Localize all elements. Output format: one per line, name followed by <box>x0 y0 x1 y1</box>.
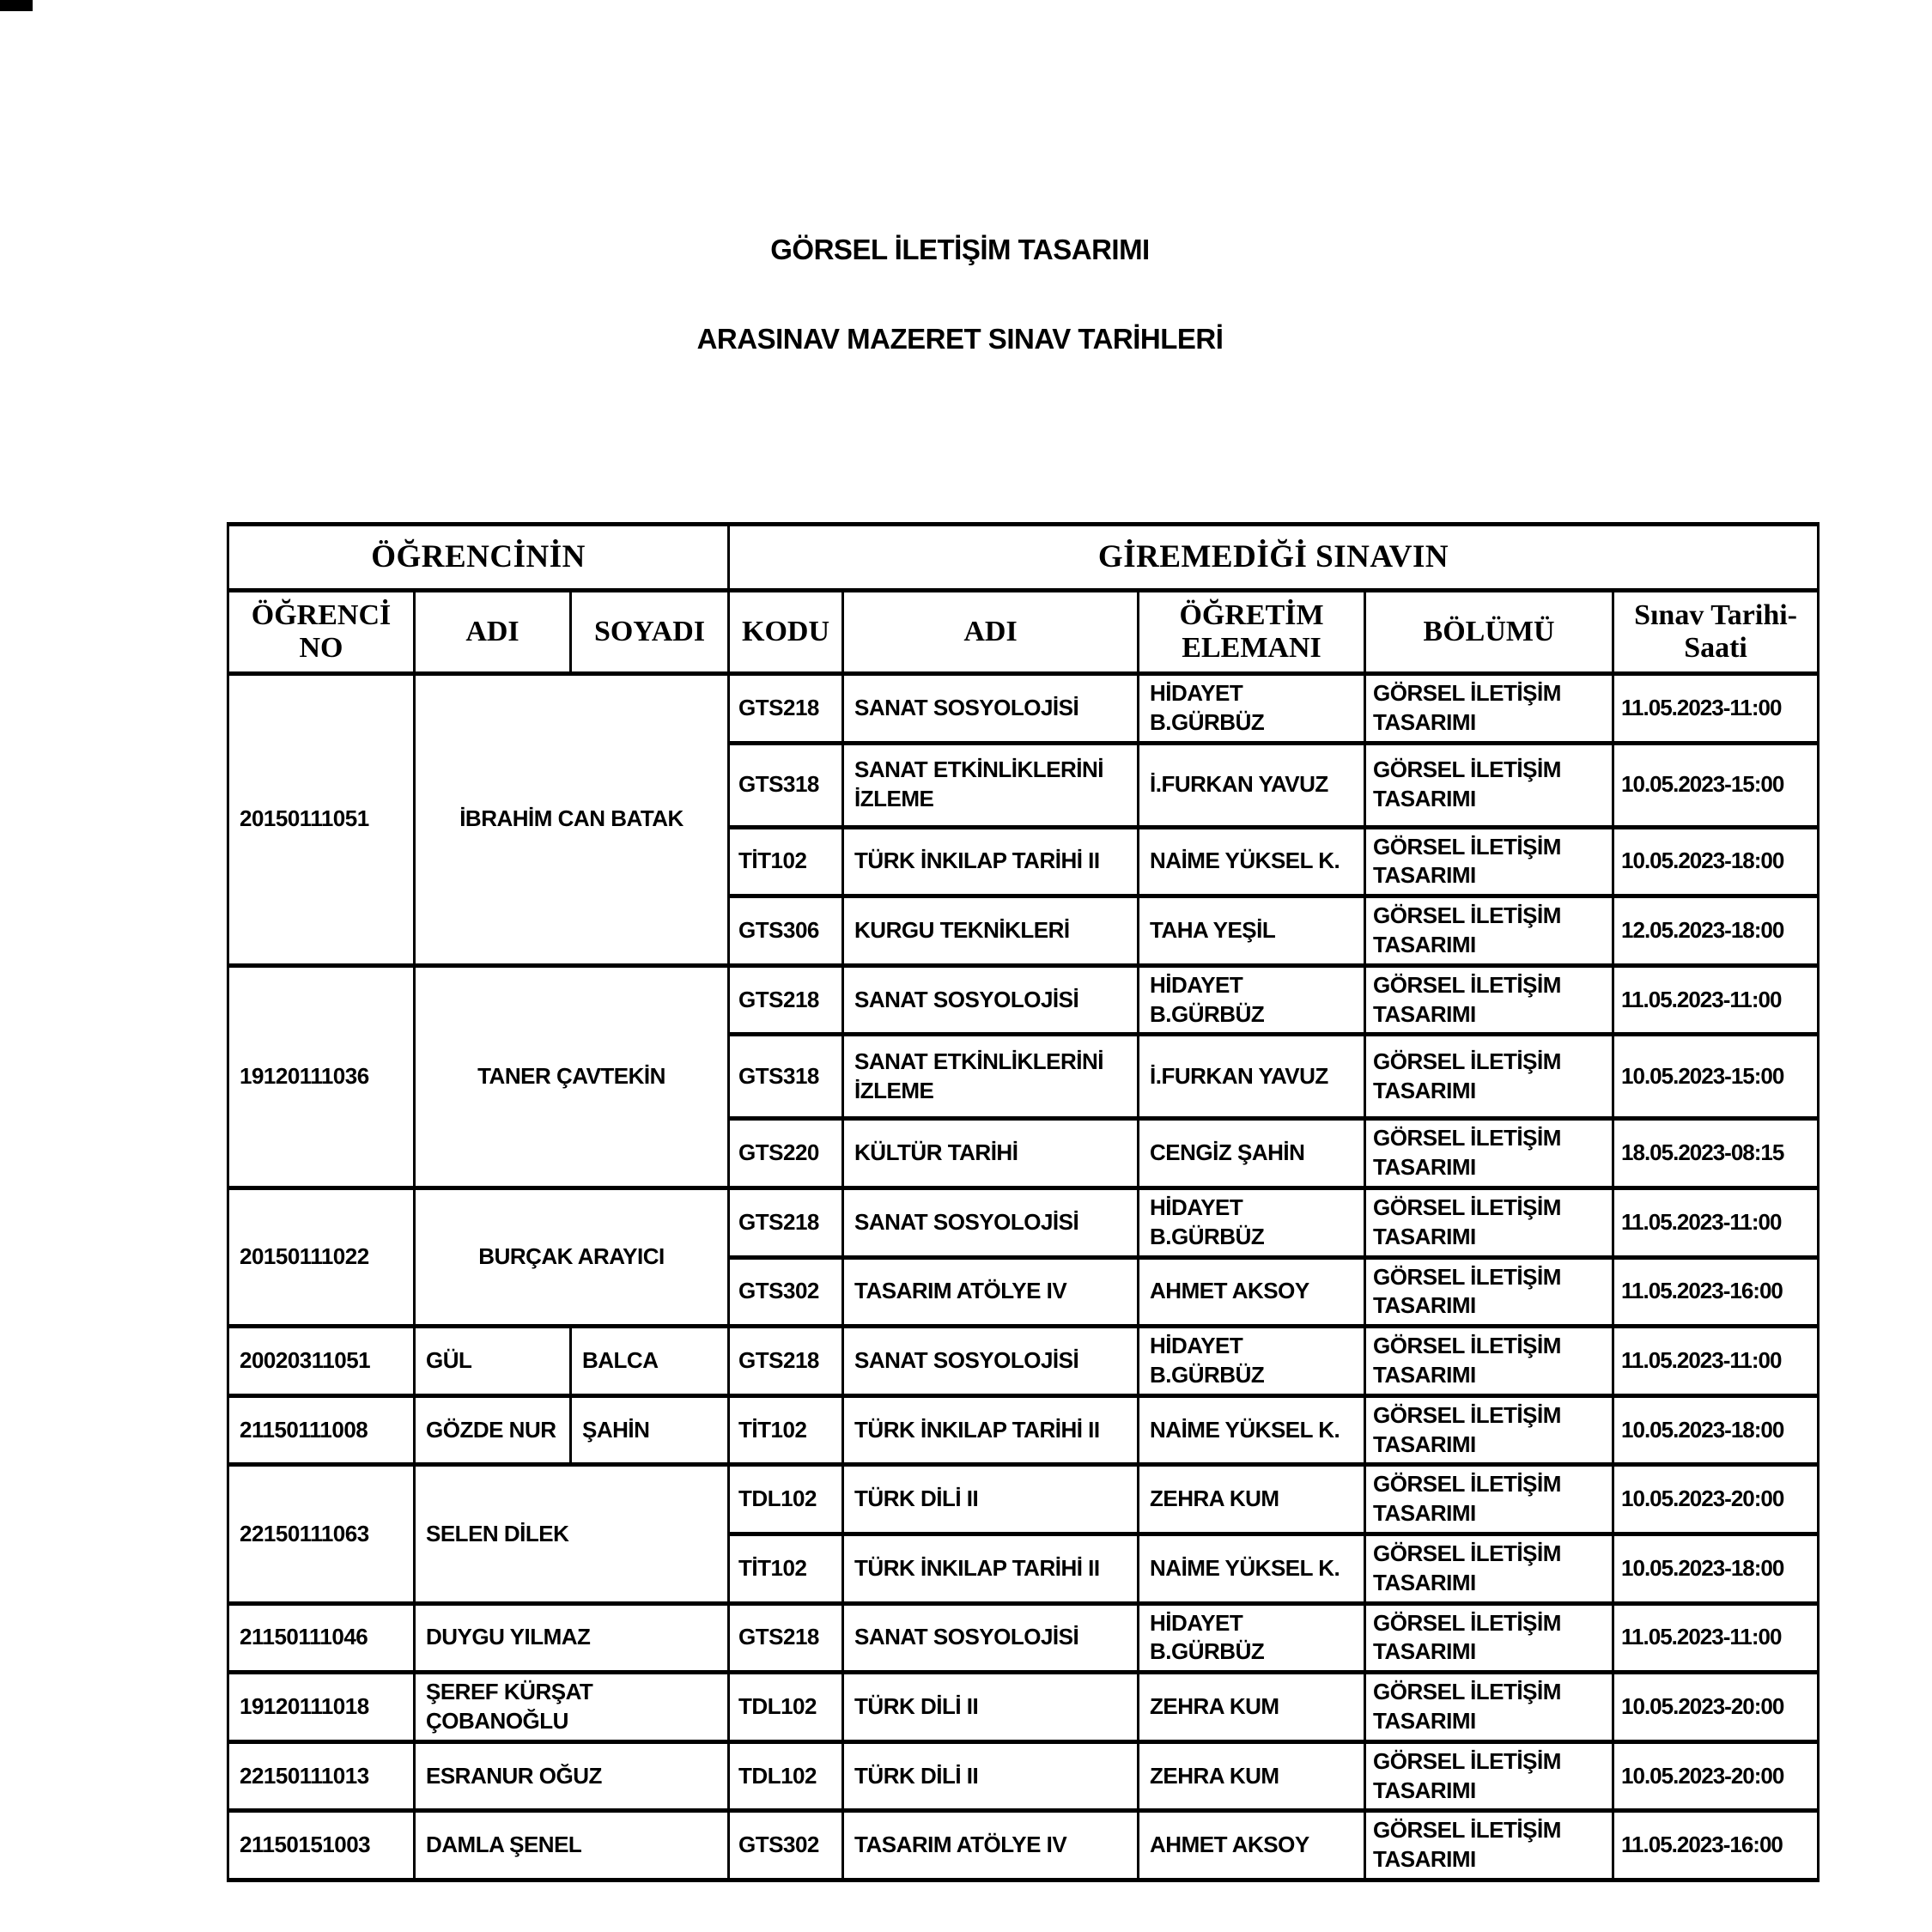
exam-name-cell: TÜRK İNKILAP TARİHİ II <box>843 1395 1139 1465</box>
student-firstname-cell: GÜL <box>415 1327 571 1396</box>
exam-code-cell: GTS218 <box>729 1188 843 1257</box>
student-surname-cell: BALCA <box>571 1327 729 1396</box>
col-header-first-name: ADI <box>415 591 571 674</box>
exam-row <box>228 1603 1819 1673</box>
exam-row <box>228 1327 1819 1396</box>
col-header-department: BÖLÜMÜ <box>1365 591 1613 674</box>
exam-name-cell: SANAT ETKİNLİKLERİNİ İZLEME <box>843 1035 1139 1119</box>
exam-code-cell: TİT102 <box>729 1395 843 1465</box>
exam-datetime-cell: 11.05.2023-11:00 <box>1613 674 1819 744</box>
exam-code-cell: TİT102 <box>729 1534 843 1603</box>
exam-code-cell: TDL102 <box>729 1741 843 1811</box>
scan-artifact <box>0 0 33 11</box>
department-cell: GÖRSEL İLETİŞİM TASARIMI <box>1365 1257 1613 1327</box>
student-firstname-cell: GÖZDE NUR <box>415 1395 571 1465</box>
exam-row <box>228 1188 1819 1257</box>
department-cell: GÖRSEL İLETİŞİM TASARIMI <box>1365 1035 1613 1119</box>
exam-row <box>228 1811 1819 1880</box>
student-no-cell: 21150111046 <box>228 1603 415 1673</box>
student-name-cell: DUYGU YILMAZ <box>415 1603 729 1673</box>
exam-code-cell: GTS218 <box>729 1327 843 1396</box>
department-cell: GÖRSEL İLETİŞİM TASARIMI <box>1365 1119 1613 1188</box>
exam-datetime-cell: 10.05.2023-18:00 <box>1613 1395 1819 1465</box>
instructor-cell: ZEHRA KUM <box>1139 1465 1365 1534</box>
exam-row <box>228 1741 1819 1811</box>
col-header-exam-datetime: Sınav Tarihi-Saati <box>1613 591 1819 674</box>
student-name-cell: SELEN DİLEK <box>415 1465 729 1603</box>
table-header <box>228 525 1819 674</box>
column-header-row <box>228 591 1819 674</box>
exam-datetime-cell: 11.05.2023-11:00 <box>1613 965 1819 1035</box>
department-cell: GÖRSEL İLETİŞİM TASARIMI <box>1365 896 1613 966</box>
exam-datetime-cell: 10.05.2023-18:00 <box>1613 827 1819 896</box>
exam-datetime-cell: 11.05.2023-16:00 <box>1613 1257 1819 1327</box>
exam-datetime-cell: 10.05.2023-18:00 <box>1613 1534 1819 1603</box>
exam-name-cell: TÜRK DİLİ II <box>843 1465 1139 1534</box>
student-name-cell: İBRAHİM CAN BATAK <box>415 674 729 966</box>
exam-name-cell: SANAT SOSYOLOJİSİ <box>843 674 1139 744</box>
section-header-student: ÖĞRENCİNİN <box>228 525 729 591</box>
instructor-cell: NAİME YÜKSEL K. <box>1139 827 1365 896</box>
department-cell: GÖRSEL İLETİŞİM TASARIMI <box>1365 1741 1613 1811</box>
student-name-cell: ŞEREF KÜRŞAT ÇOBANOĞLU <box>415 1673 729 1742</box>
exam-name-cell: TASARIM ATÖLYE IV <box>843 1257 1139 1327</box>
department-cell: GÖRSEL İLETİŞİM TASARIMI <box>1365 965 1613 1035</box>
instructor-cell: HİDAYET B.GÜRBÜZ <box>1139 965 1365 1035</box>
student-no-cell: 21150111008 <box>228 1395 415 1465</box>
instructor-cell: TAHA YEŞİL <box>1139 896 1365 966</box>
exam-row <box>228 674 1819 744</box>
department-cell: GÖRSEL İLETİŞİM TASARIMI <box>1365 1534 1613 1603</box>
exam-datetime-cell: 11.05.2023-11:00 <box>1613 1188 1819 1257</box>
exam-name-cell: TÜRK İNKILAP TARİHİ II <box>843 1534 1139 1603</box>
exam-code-cell: TİT102 <box>729 827 843 896</box>
col-header-exam-name: ADI <box>843 591 1139 674</box>
exam-code-cell: GTS218 <box>729 674 843 744</box>
exam-name-cell: SANAT SOSYOLOJİSİ <box>843 1603 1139 1673</box>
instructor-cell: İ.FURKAN YAVUZ <box>1139 743 1365 827</box>
student-no-cell: 19120111036 <box>228 965 415 1188</box>
exam-code-cell: TDL102 <box>729 1673 843 1742</box>
instructor-cell: AHMET AKSOY <box>1139 1811 1365 1880</box>
col-header-code: KODU <box>729 591 843 674</box>
instructor-cell: ZEHRA KUM <box>1139 1673 1365 1742</box>
exam-row <box>228 1395 1819 1465</box>
instructor-cell: HİDAYET B.GÜRBÜZ <box>1139 1327 1365 1396</box>
exam-code-cell: GTS218 <box>729 965 843 1035</box>
instructor-cell: CENGİZ ŞAHİN <box>1139 1119 1365 1188</box>
student-no-cell: 20020311051 <box>228 1327 415 1396</box>
department-cell: GÖRSEL İLETİŞİM TASARIMI <box>1365 1673 1613 1742</box>
exam-datetime-cell: 10.05.2023-15:00 <box>1613 1035 1819 1119</box>
exam-name-cell: SANAT SOSYOLOJİSİ <box>843 1327 1139 1396</box>
exam-code-cell: GTS220 <box>729 1119 843 1188</box>
exam-code-cell: GTS318 <box>729 1035 843 1119</box>
student-name-cell: TANER ÇAVTEKİN <box>415 965 729 1188</box>
exam-name-cell: SANAT SOSYOLOJİSİ <box>843 1188 1139 1257</box>
exam-name-cell: TASARIM ATÖLYE IV <box>843 1811 1139 1880</box>
exam-datetime-cell: 10.05.2023-20:00 <box>1613 1741 1819 1811</box>
exam-name-cell: TÜRK DİLİ II <box>843 1673 1139 1742</box>
department-cell: GÖRSEL İLETİŞİM TASARIMI <box>1365 743 1613 827</box>
page-title: GÖRSEL İLETİŞİM TASARIMI <box>770 234 1150 265</box>
exam-table-body <box>228 674 1819 1880</box>
student-no-cell: 19120111018 <box>228 1673 415 1742</box>
instructor-cell: HİDAYET B.GÜRBÜZ <box>1139 1603 1365 1673</box>
exam-datetime-cell: 11.05.2023-11:00 <box>1613 1603 1819 1673</box>
department-cell: GÖRSEL İLETİŞİM TASARIMI <box>1365 1327 1613 1396</box>
instructor-cell: HİDAYET B.GÜRBÜZ <box>1139 1188 1365 1257</box>
exam-name-cell: TÜRK DİLİ II <box>843 1741 1139 1811</box>
exam-name-cell: KURGU TEKNİKLERİ <box>843 896 1139 966</box>
student-no-cell: 21150151003 <box>228 1811 415 1880</box>
exam-code-cell: TDL102 <box>729 1465 843 1534</box>
exam-row <box>228 1465 1819 1534</box>
exam-datetime-cell: 11.05.2023-11:00 <box>1613 1327 1819 1396</box>
instructor-cell: NAİME YÜKSEL K. <box>1139 1395 1365 1465</box>
exam-code-cell: GTS318 <box>729 743 843 827</box>
instructor-cell: İ.FURKAN YAVUZ <box>1139 1035 1365 1119</box>
department-cell: GÖRSEL İLETİŞİM TASARIMI <box>1365 1603 1613 1673</box>
exam-datetime-cell: 10.05.2023-20:00 <box>1613 1673 1819 1742</box>
exam-datetime-cell: 18.05.2023-08:15 <box>1613 1119 1819 1188</box>
department-cell: GÖRSEL İLETİŞİM TASARIMI <box>1365 1395 1613 1465</box>
department-cell: GÖRSEL İLETİŞİM TASARIMI <box>1365 674 1613 744</box>
department-cell: GÖRSEL İLETİŞİM TASARIMI <box>1365 1465 1613 1534</box>
col-header-instructor: ÖĞRETİM ELEMANI <box>1139 591 1365 674</box>
instructor-cell: AHMET AKSOY <box>1139 1257 1365 1327</box>
exam-datetime-cell: 10.05.2023-15:00 <box>1613 743 1819 827</box>
col-header-surname: SOYADI <box>571 591 729 674</box>
department-cell: GÖRSEL İLETİŞİM TASARIMI <box>1365 1188 1613 1257</box>
section-header-missed-exam: GİREMEDİĞİ SINAVIN <box>729 525 1819 591</box>
exam-code-cell: GTS218 <box>729 1603 843 1673</box>
page-subtitle: ARASINAV MAZERET SINAV TARİHLERİ <box>696 323 1224 355</box>
exam-name-cell: TÜRK İNKILAP TARİHİ II <box>843 827 1139 896</box>
exam-name-cell: KÜLTÜR TARİHİ <box>843 1119 1139 1188</box>
exam-schedule-table <box>227 522 1820 1882</box>
student-no-cell: 20150111051 <box>228 674 415 966</box>
exam-code-cell: GTS302 <box>729 1811 843 1880</box>
student-no-cell: 22150111013 <box>228 1741 415 1811</box>
department-cell: GÖRSEL İLETİŞİM TASARIMI <box>1365 1811 1613 1880</box>
instructor-cell: ZEHRA KUM <box>1139 1741 1365 1811</box>
student-name-cell: BURÇAK ARAYICI <box>415 1188 729 1326</box>
exam-datetime-cell: 11.05.2023-16:00 <box>1613 1811 1819 1880</box>
exam-code-cell: GTS306 <box>729 896 843 966</box>
student-surname-cell: ŞAHİN <box>571 1395 729 1465</box>
exam-datetime-cell: 10.05.2023-20:00 <box>1613 1465 1819 1534</box>
col-header-student-no: ÖĞRENCİ NO <box>228 591 415 674</box>
exam-datetime-cell: 12.05.2023-18:00 <box>1613 896 1819 966</box>
department-cell: GÖRSEL İLETİŞİM TASARIMI <box>1365 827 1613 896</box>
instructor-cell: NAİME YÜKSEL K. <box>1139 1534 1365 1603</box>
exam-name-cell: SANAT ETKİNLİKLERİNİ İZLEME <box>843 743 1139 827</box>
exam-name-cell: SANAT SOSYOLOJİSİ <box>843 965 1139 1035</box>
exam-code-cell: GTS302 <box>729 1257 843 1327</box>
section-header-row <box>228 525 1819 591</box>
student-name-cell: ESRANUR OĞUZ <box>415 1741 729 1811</box>
student-no-cell: 22150111063 <box>228 1465 415 1603</box>
exam-row <box>228 965 1819 1035</box>
student-name-cell: DAMLA ŞENEL <box>415 1811 729 1880</box>
exam-row <box>228 1673 1819 1742</box>
instructor-cell: HİDAYET B.GÜRBÜZ <box>1139 674 1365 744</box>
student-no-cell: 20150111022 <box>228 1188 415 1326</box>
